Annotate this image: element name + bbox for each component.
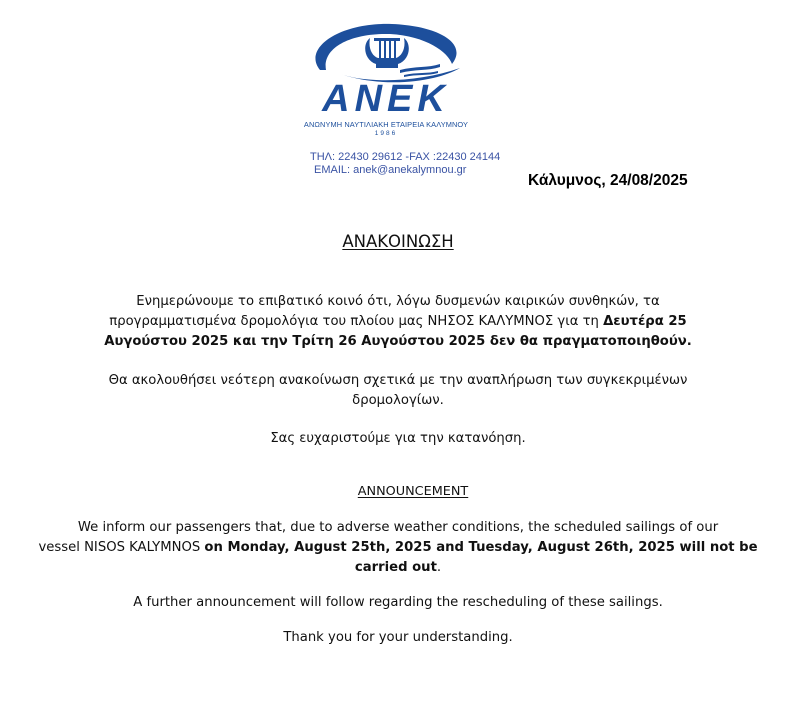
company-name: ΑΝΩΝΥΜΗ ΝΑΥΤΙΛΙΑΚΗ ΕΤΑΙΡΕΙΑ ΚΑΛΥΜΝΟΥ: [303, 120, 469, 129]
greek-paragraph-3: Σας ευχαριστούμε για την κατανόηση.: [270, 431, 526, 446]
greek-p1-line2-bold: Δευτέρα 25: [603, 314, 687, 329]
english-paragraph-2: A further announcement will follow regarding the rescheduling of these sailings.: [133, 595, 663, 610]
greek-p1-line3: [0, 332, 796, 352]
greek-p2-line2: δρομολογίων.: [352, 393, 444, 408]
greek-p2-line1: Θα ακολουθήσει νεότερη ανακοίνωση σχετικά με την αναπλήρωση των συγκεκριμένων: [108, 373, 688, 388]
greek-title-text: ΑΝΑΚΟΙΝΩΣΗ: [342, 232, 454, 251]
contact-info: [310, 151, 500, 177]
english-p1-line1: We inform our passengers that, due to adverse weather conditions, the scheduled sailings of our: [77, 520, 719, 535]
english-p1-line2-bold: on Monday, August 25th, 2025 and Tuesday, August 26th, 2025 will not be: [204, 540, 758, 555]
english-paragraph-3: Thank you for your understanding.: [283, 630, 513, 645]
english-p1-line3: [0, 558, 796, 578]
greek-title: [0, 232, 796, 251]
greek-paragraph-2: [0, 371, 796, 411]
email-address: EMAIL: anek@anekalymnou.gr: [314, 164, 467, 176]
document-date: Κάλυμνος, 24/08/2025: [528, 172, 688, 189]
greek-p1-line1: Ενημερώνουμε το επιβατικό κοινό ότι, λόγω δυσμενών καιρικών συνθηκών, τα: [136, 294, 660, 309]
english-p1-line2: [0, 538, 796, 558]
greek-paragraph-1: [0, 292, 796, 352]
english-p1-line3-bold: carried out: [354, 560, 437, 575]
english-paragraph-1: [0, 518, 796, 578]
greek-p1-line2-plain: προγραμματισμένα δρομολόγια του πλοίου μας ΝΗΣΟΣ ΚΑΛΥΜΝΟΣ για τη: [109, 314, 604, 329]
english-title-text: ANNOUNCEMENT: [357, 484, 469, 499]
english-p1-line3-plain: .: [436, 560, 442, 575]
greek-p1-line2: [0, 312, 796, 332]
greek-p1-line3-bold: Αυγούστου 2025 και την Τρίτη 26 Αυγούστου 2025 δεν θα πραγματοποιηθούν.: [104, 334, 692, 349]
english-p1-line2-plain: vessel NISOS KALYMNOS: [38, 540, 205, 555]
logo-wordmark: ΑΝΕΚ: [322, 78, 450, 120]
founded-year: 1986: [374, 130, 398, 137]
english-title: [0, 484, 796, 499]
company-logo: [300, 18, 472, 136]
phone-fax: ΤΗΛ: 22430 29612 -FAX :22430 24144: [310, 151, 501, 163]
